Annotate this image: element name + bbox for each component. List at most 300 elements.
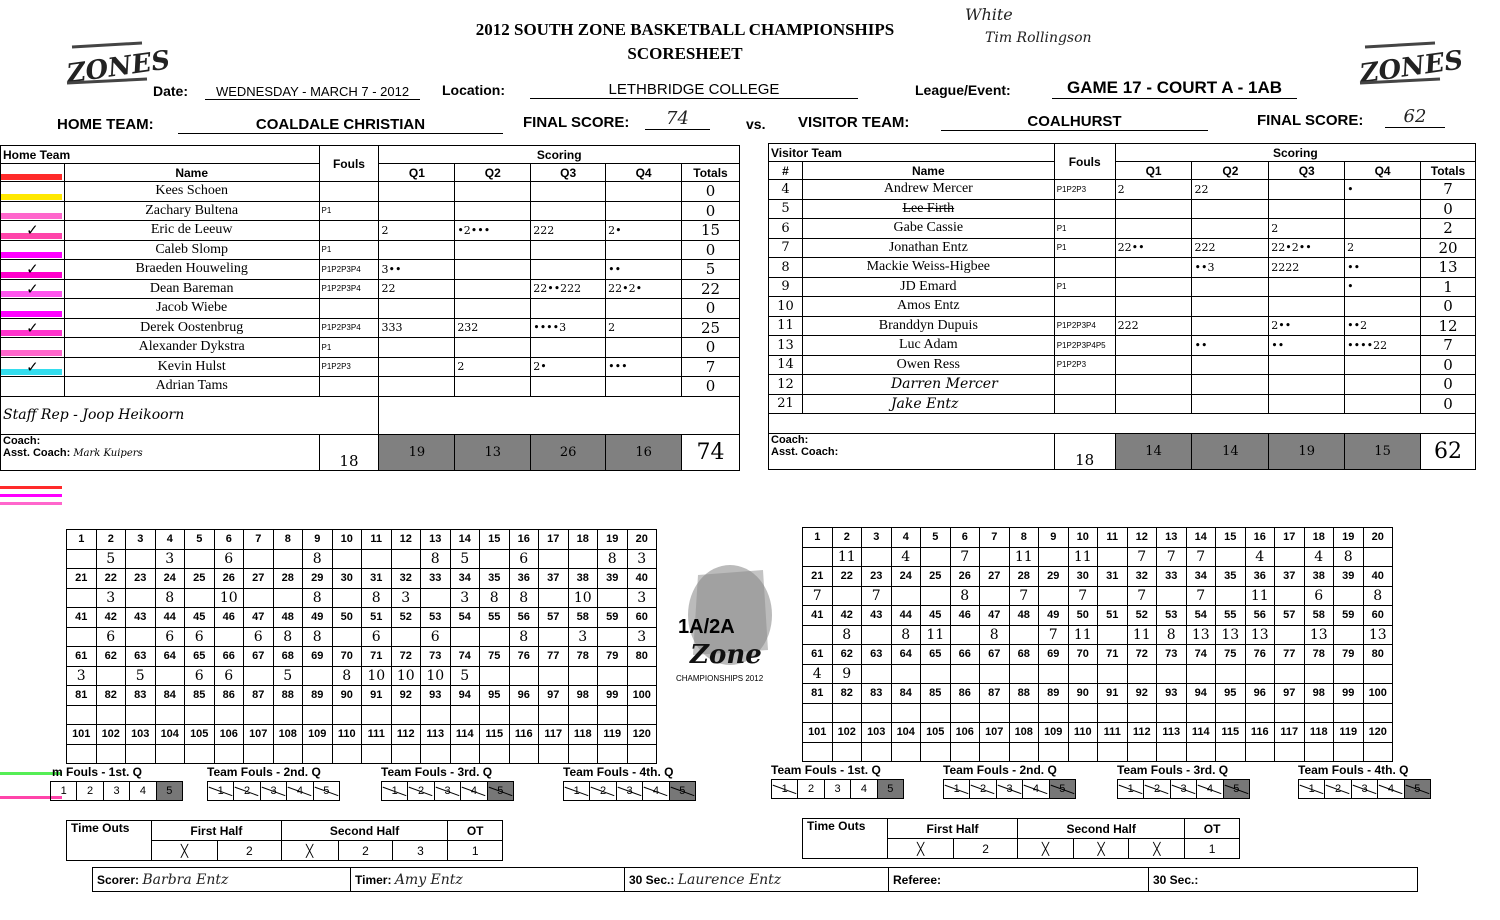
home-to-6: 1	[448, 841, 503, 861]
running-mark	[391, 549, 421, 569]
running-mark	[568, 744, 598, 764]
running-number: 92	[1127, 684, 1157, 704]
running-number: 8	[273, 530, 303, 550]
running-mark	[362, 549, 392, 569]
player-fouls	[1054, 297, 1115, 317]
running-number: 17	[539, 530, 569, 550]
running-number: 17	[1275, 528, 1305, 548]
player-q1-score: 2	[379, 221, 455, 241]
home-team-fouls-q1-boxes	[50, 781, 183, 801]
staff-rep: Staff Rep - Joop Heikoorn	[1, 396, 379, 434]
running-number: 64	[891, 645, 921, 665]
home-final-total: 74	[682, 434, 740, 470]
running-mark: 13	[1245, 625, 1275, 645]
running-number: 37	[1275, 567, 1305, 587]
running-number: 11	[362, 530, 392, 550]
running-number: 81	[67, 686, 97, 706]
player-q2-score	[1192, 219, 1269, 239]
running-mark	[862, 547, 892, 567]
running-number: 97	[1275, 684, 1305, 704]
running-mark	[1216, 664, 1246, 684]
running-number: 86	[950, 684, 980, 704]
player-q4-score	[1345, 394, 1421, 414]
running-number: 98	[1304, 684, 1334, 704]
team-foul-box: 1	[51, 782, 77, 800]
running-number: 77	[1275, 645, 1305, 665]
running-number: 101	[67, 725, 97, 745]
visitor-q2-total: 14	[1192, 433, 1269, 469]
visitor-fouls-header: Fouls	[1054, 144, 1115, 180]
running-mark	[803, 625, 833, 645]
running-number: 50	[332, 608, 362, 628]
running-number: 89	[303, 686, 333, 706]
running-mark	[1304, 703, 1334, 723]
running-number: 61	[803, 645, 833, 665]
player-q3-score	[1269, 180, 1345, 200]
running-mark: 7	[1186, 586, 1216, 606]
running-mark	[980, 703, 1010, 723]
running-mark	[214, 705, 244, 725]
running-mark	[1098, 742, 1128, 762]
running-mark	[539, 744, 569, 764]
running-number: 102	[832, 723, 862, 743]
player-q2-score	[1192, 355, 1269, 375]
player-q4-score	[606, 201, 682, 221]
running-mark: 8	[950, 586, 980, 606]
running-mark: 3	[96, 588, 126, 608]
running-number: 65	[185, 647, 215, 667]
player-q1-score	[379, 240, 455, 260]
running-number: 87	[980, 684, 1010, 704]
player-q1-score	[1115, 394, 1192, 414]
running-number: 108	[1009, 723, 1039, 743]
player-q2-score	[455, 260, 531, 280]
running-number: 15	[480, 530, 510, 550]
visitor-player-row	[769, 180, 1476, 200]
player-q1-score: 3••	[379, 260, 455, 280]
running-mark	[450, 627, 480, 647]
player-total: 15	[682, 221, 740, 241]
running-mark	[598, 627, 628, 647]
running-number: 4	[891, 528, 921, 548]
player-q1-score	[379, 201, 455, 221]
player-q3-score: 2••	[1269, 316, 1345, 336]
running-number: 22	[832, 567, 862, 587]
player-name: Jacob Wiebe	[64, 299, 319, 319]
home-to-3: ╳	[281, 841, 338, 861]
league-value: GAME 17 - COURT A - 1AB	[1052, 78, 1297, 99]
visitor-player-row	[769, 297, 1476, 317]
home-q4-total: 16	[606, 434, 682, 470]
player-q1-score	[379, 182, 455, 202]
svg-text:ZONES: ZONES	[64, 45, 173, 90]
player-total: 0	[682, 201, 740, 221]
visitor-team-name: COALHURST	[941, 113, 1208, 131]
player-total: 7	[1421, 336, 1476, 356]
visitor-running-score	[802, 527, 1393, 762]
running-number: 100	[1363, 684, 1393, 704]
home-player-row	[1, 318, 740, 338]
running-mark	[1039, 586, 1069, 606]
visitor-player-row	[769, 258, 1476, 278]
visitor-name-header: Name	[802, 162, 1054, 180]
running-number-row	[803, 528, 1393, 548]
running-number: 63	[862, 645, 892, 665]
running-mark: 6	[509, 549, 539, 569]
running-number: 35	[1216, 567, 1246, 587]
player-total: 0	[1421, 355, 1476, 375]
running-number: 9	[1039, 528, 1069, 548]
played-check: ✓	[1, 318, 65, 338]
running-mark: 8	[832, 625, 862, 645]
running-mark	[1186, 703, 1216, 723]
running-mark	[1186, 742, 1216, 762]
visitor-timeouts-first-label: First Half	[888, 819, 1018, 839]
running-mark	[126, 549, 156, 569]
running-mark	[950, 703, 980, 723]
visitor-coach-label: Coach:	[771, 433, 809, 446]
running-number: 46	[950, 606, 980, 626]
running-number: 41	[67, 608, 97, 628]
running-mark: 11	[1245, 586, 1275, 606]
player-q3-score	[531, 201, 606, 221]
running-mark	[862, 625, 892, 645]
running-number: 114	[1186, 723, 1216, 743]
highlighter-stripe	[0, 486, 62, 489]
running-mark	[155, 666, 185, 686]
running-number: 73	[421, 647, 451, 667]
running-mark	[1216, 586, 1246, 606]
running-mark-row	[803, 625, 1393, 645]
running-number: 26	[950, 567, 980, 587]
played-check	[1, 182, 65, 202]
running-number: 15	[1216, 528, 1246, 548]
played-check	[1, 338, 65, 358]
home-q4-header: Q4	[606, 164, 682, 182]
player-q4-score	[606, 240, 682, 260]
home-asst-label: Asst. Coach:	[3, 446, 71, 459]
player-q3-score: 2•	[531, 357, 606, 377]
running-number: 57	[1275, 606, 1305, 626]
player-total: 7	[1421, 180, 1476, 200]
handwritten-team-color: White	[965, 5, 1013, 24]
team-foul-box: 3	[1171, 780, 1197, 798]
visitor-to-6: 1	[1185, 839, 1240, 859]
running-number: 119	[1334, 723, 1364, 743]
player-number: 8	[769, 258, 803, 278]
player-q4-score	[1345, 219, 1421, 239]
player-q2-score: ••3	[1192, 258, 1269, 278]
running-number: 99	[1334, 684, 1364, 704]
home-team-label: HOME TEAM:	[57, 116, 154, 133]
running-number: 29	[1039, 567, 1069, 587]
date-value: WEDNESDAY - MARCH 7 - 2012	[205, 84, 420, 100]
player-q1-score	[1115, 297, 1192, 317]
team-foul-box: 5	[157, 782, 182, 800]
home-to-4: 2	[338, 841, 393, 861]
player-fouls: P1P2P3P4	[319, 318, 379, 338]
home-timeouts-second-label: Second Half	[281, 821, 448, 841]
player-name: Darren Mercer	[802, 375, 1054, 395]
running-mark	[1216, 547, 1246, 567]
running-number-row	[803, 645, 1393, 665]
running-number: 119	[598, 725, 628, 745]
running-number: 14	[1186, 528, 1216, 548]
player-name: Amos Entz	[802, 297, 1054, 317]
running-number: 53	[1157, 606, 1187, 626]
running-mark	[1334, 742, 1364, 762]
running-number: 40	[1363, 567, 1393, 587]
running-number: 54	[1186, 606, 1216, 626]
running-number: 111	[1098, 723, 1128, 743]
running-mark	[980, 586, 1010, 606]
running-number: 114	[450, 725, 480, 745]
visitor-to-2: 2	[954, 839, 1018, 859]
running-number: 85	[185, 686, 215, 706]
running-mark: 11	[832, 547, 862, 567]
running-number: 47	[980, 606, 1010, 626]
player-fouls	[319, 221, 379, 241]
player-q3-score: 2	[1269, 219, 1345, 239]
running-mark	[1334, 625, 1364, 645]
running-number: 13	[1157, 528, 1187, 548]
running-number: 109	[1039, 723, 1069, 743]
running-number: 71	[1098, 645, 1128, 665]
running-number: 90	[332, 686, 362, 706]
timer-name: Amy Entz	[394, 871, 463, 888]
player-fouls: P1P2P3P4	[319, 279, 379, 299]
running-mark	[862, 742, 892, 762]
home-q1-total: 19	[379, 434, 455, 470]
running-mark	[803, 703, 833, 723]
running-mark: 4	[1304, 547, 1334, 567]
team-foul-box: 1	[944, 780, 970, 798]
running-number: 74	[450, 647, 480, 667]
highlighter-stripe	[0, 494, 62, 497]
running-mark: 10	[214, 588, 244, 608]
running-mark	[1098, 586, 1128, 606]
running-mark	[1009, 625, 1039, 645]
running-number: 87	[244, 686, 274, 706]
running-number: 7	[980, 528, 1010, 548]
player-name: Caleb Slomp	[64, 240, 319, 260]
team-foul-box: 1	[772, 780, 798, 798]
running-number: 45	[185, 608, 215, 628]
visitor-team-fouls-q4-label: Team Fouls - 4th. Q	[1298, 763, 1409, 777]
running-number-row	[67, 608, 657, 628]
running-mark: 8	[332, 666, 362, 686]
running-number: 24	[891, 567, 921, 587]
running-mark	[509, 666, 539, 686]
player-q3-score	[1269, 375, 1345, 395]
running-mark	[303, 666, 333, 686]
home-team-fouls-q3-label: Team Fouls - 3rd. Q	[381, 765, 493, 779]
visitor-q1-header: Q1	[1115, 162, 1192, 180]
running-mark	[391, 705, 421, 725]
team-foul-box: 4	[1023, 780, 1049, 798]
running-number: 21	[67, 569, 97, 589]
player-fouls	[1054, 199, 1115, 219]
played-check	[1, 240, 65, 260]
player-q3-score: ••••3	[531, 318, 606, 338]
running-number: 25	[921, 567, 951, 587]
player-q1-score	[1115, 336, 1192, 356]
running-number: 40	[627, 569, 657, 589]
running-mark	[539, 666, 569, 686]
running-mark: 8	[273, 627, 303, 647]
player-total: 0	[682, 299, 740, 319]
running-mark	[96, 705, 126, 725]
running-number: 62	[832, 645, 862, 665]
running-mark	[891, 742, 921, 762]
player-total: 1	[1421, 277, 1476, 297]
running-mark	[1039, 547, 1069, 567]
home-team-fouls-q4-boxes	[563, 781, 696, 801]
zones-logo-left	[62, 35, 173, 95]
visitor-q3-header: Q3	[1269, 162, 1345, 180]
running-mark-row	[67, 705, 657, 725]
running-mark: 13	[1363, 625, 1393, 645]
player-fouls: P1	[1054, 219, 1115, 239]
running-number: 113	[421, 725, 451, 745]
home-timeouts	[66, 820, 503, 861]
player-fouls	[319, 377, 379, 397]
player-total: 0	[1421, 394, 1476, 414]
player-name: Kevin Hulst	[64, 357, 319, 377]
home-coach-label: Coach:	[3, 434, 41, 447]
running-number: 75	[480, 647, 510, 667]
scorer-name: Barbra Entz	[142, 871, 229, 888]
player-total: 2	[1421, 219, 1476, 239]
team-foul-box: 4	[1378, 780, 1404, 798]
running-mark	[1363, 703, 1393, 723]
player-q2-score: 22	[1192, 180, 1269, 200]
player-q3-score	[531, 182, 606, 202]
running-mark	[421, 705, 451, 725]
player-q3-score	[1269, 277, 1345, 297]
visitor-player-row	[769, 375, 1476, 395]
home-team-name: COALDALE CHRISTIAN	[178, 116, 503, 134]
team-foul-box: 3	[435, 782, 461, 800]
running-mark	[185, 549, 215, 569]
running-mark-row	[803, 547, 1393, 567]
running-number: 21	[803, 567, 833, 587]
player-total: 22	[682, 279, 740, 299]
visitor-totals-header: Totals	[1421, 162, 1476, 180]
running-number: 48	[1009, 606, 1039, 626]
running-mark: 3	[627, 549, 657, 569]
running-number: 62	[96, 647, 126, 667]
played-check: ✓	[1, 221, 65, 241]
running-number: 59	[598, 608, 628, 628]
running-number: 92	[391, 686, 421, 706]
player-q2-score	[1192, 199, 1269, 219]
running-number: 28	[1009, 567, 1039, 587]
running-number: 93	[1157, 684, 1187, 704]
empty-row	[769, 414, 1476, 434]
team-foul-box: 5	[314, 782, 339, 800]
running-number: 8	[1009, 528, 1039, 548]
player-q3-score	[1269, 355, 1345, 375]
running-number: 84	[891, 684, 921, 704]
running-mark	[273, 549, 303, 569]
home-coach-cell	[1, 434, 320, 470]
running-number: 54	[450, 608, 480, 628]
player-q1-score	[1115, 258, 1192, 278]
running-mark	[421, 588, 451, 608]
svg-text:ZONES: ZONES	[1357, 45, 1466, 90]
running-mark	[1009, 742, 1039, 762]
player-name: Branddyn Dupuis	[802, 316, 1054, 336]
player-q2-score	[1192, 297, 1269, 317]
running-mark	[480, 666, 510, 686]
player-name: Gabe Cassie	[802, 219, 1054, 239]
running-mark: 7	[862, 586, 892, 606]
running-number: 95	[1216, 684, 1246, 704]
player-q1-score	[379, 299, 455, 319]
location-label: Location:	[442, 82, 505, 98]
player-q1-score: 333	[379, 318, 455, 338]
running-number: 110	[332, 725, 362, 745]
running-number: 67	[244, 647, 274, 667]
center-logo-bottom-text: CHAMPIONSHIPS 2012	[676, 674, 764, 683]
team-foul-box: 1	[564, 782, 590, 800]
running-number: 20	[1363, 528, 1393, 548]
running-number: 26	[214, 569, 244, 589]
player-name: Jake Entz	[802, 394, 1054, 414]
vs-label: vs.	[746, 116, 766, 132]
player-q2-score	[455, 240, 531, 260]
running-mark	[67, 588, 97, 608]
team-foul-box: 4	[1197, 780, 1223, 798]
team-foul-box: 2	[798, 780, 824, 798]
team-foul-box: 3	[261, 782, 287, 800]
running-mark: 5	[450, 549, 480, 569]
running-mark: 7	[1157, 547, 1187, 567]
running-mark: 8	[891, 625, 921, 645]
running-number: 74	[1186, 645, 1216, 665]
player-q2-score: 2	[455, 357, 531, 377]
running-number: 79	[1334, 645, 1364, 665]
player-q3-score	[531, 338, 606, 358]
running-mark: 8	[303, 588, 333, 608]
running-mark	[1068, 742, 1098, 762]
running-number: 79	[598, 647, 628, 667]
running-number: 42	[96, 608, 126, 628]
home-totals-header: Totals	[682, 164, 740, 182]
running-mark	[214, 744, 244, 764]
player-name: Lee Firth	[802, 199, 1054, 219]
running-mark	[832, 586, 862, 606]
home-team-fouls-q3-boxes	[381, 781, 514, 801]
running-mark	[214, 627, 244, 647]
running-mark	[598, 705, 628, 725]
visitor-team-fouls-q1-label: Team Fouls - 1st. Q	[771, 763, 881, 777]
running-mark: 6	[214, 549, 244, 569]
running-mark	[1334, 703, 1364, 723]
team-foul-box: 1	[208, 782, 234, 800]
player-q3-score: 22••222	[531, 279, 606, 299]
running-number: 76	[509, 647, 539, 667]
player-q4-score: ••	[1345, 258, 1421, 278]
player-q1-score	[379, 377, 455, 397]
home-q1-header: Q1	[379, 164, 455, 182]
running-number: 42	[832, 606, 862, 626]
running-number: 9	[303, 530, 333, 550]
player-q4-score	[606, 377, 682, 397]
team-foul-box: 1	[1299, 780, 1325, 798]
running-mark-row	[803, 664, 1393, 684]
